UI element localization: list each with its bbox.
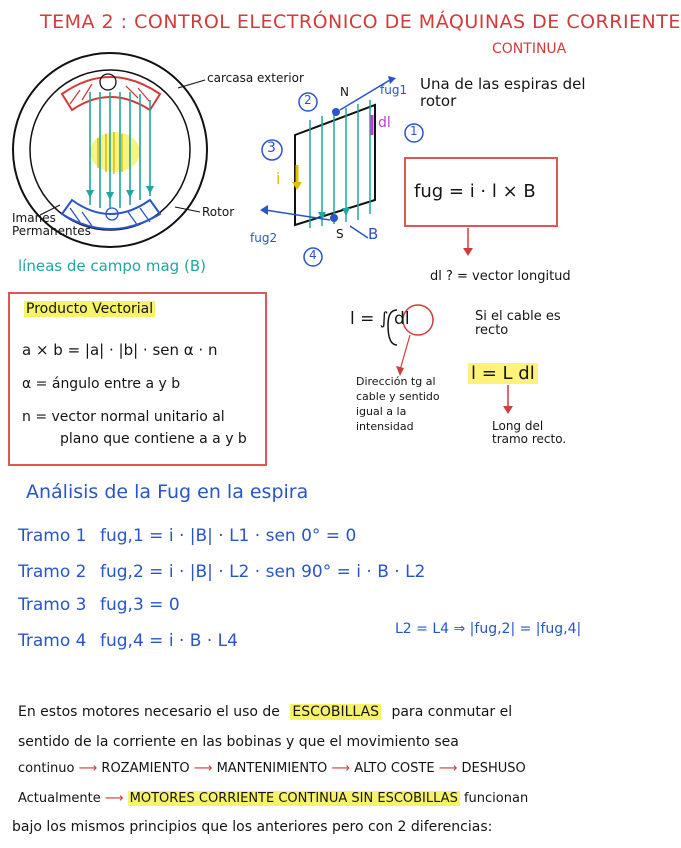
deshuso-text: DESHUSO <box>461 761 526 776</box>
producto-heading <box>24 302 155 317</box>
dl-label: dl <box>378 115 391 131</box>
tramo-4-expr: fug,4 = i · B · L4 <box>100 631 238 651</box>
arrow-icon: ⟶ <box>78 761 102 776</box>
paragraph-line-2: sentido de la corriente en las bobinas y que el movimiento sea <box>18 734 459 750</box>
producto-line-2: α = ángulo entre a y b <box>22 376 181 392</box>
paragraph-line-3a: continuo <box>18 761 75 776</box>
page-title-continuation: CONTINUA <box>492 41 567 57</box>
page-title: TEMA 2 : CONTROL ELECTRÓNICO DE MÁQUINAS DE CORRIENTE <box>40 11 681 33</box>
tramo-2-label: Tramo 2 <box>18 562 87 582</box>
l2-l4-note: L2 = L4 ⇒ |fug,2| = |fug,4| <box>395 621 582 637</box>
carcasa-label: carcasa exterior <box>207 71 304 85</box>
tramo-2-expr: fug,2 = i · |B| · L2 · sen 90° = i · B · L2 <box>100 562 426 582</box>
coil-side-1: 1 <box>410 124 418 138</box>
paragraph-line-1 <box>18 705 512 720</box>
paragraph-line-4a: Actualmente <box>18 791 101 806</box>
lineas-campo-label: líneas de campo mag (B) <box>18 257 206 275</box>
mantenimiento-text: MANTENIMIENTO <box>216 761 328 776</box>
alto-coste-text: ALTO COSTE <box>354 761 435 776</box>
paragraph-line-3 <box>18 762 526 776</box>
analisis-heading: Análisis de la Fug en la espira <box>26 481 309 503</box>
l-result-text: l = L dl <box>468 363 538 384</box>
producto-heading-text: Producto Vectorial <box>26 301 154 317</box>
coil-side-2: 2 <box>304 93 312 107</box>
long-tramo-note: Long del tramo recto. <box>492 419 567 447</box>
arrow-icon: ⟶ <box>193 761 217 776</box>
arrow-icon: ⟶ <box>331 761 355 776</box>
imanes-label: Imanes Permanentes <box>12 211 91 239</box>
coil-s-label: S <box>336 227 344 241</box>
coil-side-3: 3 <box>267 140 276 156</box>
b-field-label: B <box>368 225 379 243</box>
tramo-1-expr: fug,1 = i · |B| · L1 · sen 0° = 0 <box>100 526 357 546</box>
si-cable-recto: Si el cable es recto <box>475 309 561 339</box>
rotor-label: Rotor <box>202 205 235 219</box>
producto-line-1: a × b = |a| · |b| · sen α · n <box>22 341 218 359</box>
escobillas-highlight: ESCOBILLAS <box>292 704 380 720</box>
motores-sin-escobillas-highlight: MOTORES CORRIENTE CONTINUA SIN ESCOBILLAS <box>129 791 458 806</box>
tramo-4-label: Tramo 4 <box>18 631 87 651</box>
espira-label: Una de las espiras del rotor <box>420 75 586 110</box>
direccion-note: Dirección tg al cable y sentido igual a la intensidad <box>356 375 440 433</box>
paragraph-line-4 <box>18 792 528 806</box>
producto-line-3: n = vector normal unitario al <box>22 409 225 425</box>
tramo-3-label: Tramo 3 <box>18 595 87 615</box>
arrow-icon: ⟶ <box>438 761 462 776</box>
tramo-3-expr: fug,3 = 0 <box>100 595 180 615</box>
paragraph-line-1b: para conmutar el <box>391 704 513 720</box>
arrow-icon: ⟶ <box>104 791 128 806</box>
tramo-1-label: Tramo 1 <box>18 526 87 546</box>
l-result <box>468 364 538 384</box>
paragraph-line-4b: funcionan <box>463 791 529 806</box>
producto-line-4: plano que contiene a a y b <box>60 431 247 447</box>
paragraph-line-5: bajo los mismos principios que los anteriores pero con 2 diferencias: <box>12 819 493 835</box>
coil-side-4: 4 <box>309 248 317 262</box>
paragraph-line-1a: En estos motores necesario el uso de <box>18 704 280 720</box>
dl-question: dl ? = vector longitud <box>430 269 571 284</box>
fug-formula: fug = i · l × B <box>414 181 536 202</box>
coil-n-label: N <box>340 85 349 99</box>
fug2-label: fug2 <box>250 231 278 245</box>
rozamiento-text: ROZAMIENTO <box>101 761 190 776</box>
fug1-label: fug1 <box>380 83 408 97</box>
l-integral: l = ∫ dl <box>350 309 410 329</box>
current-i-label: i <box>276 169 281 188</box>
